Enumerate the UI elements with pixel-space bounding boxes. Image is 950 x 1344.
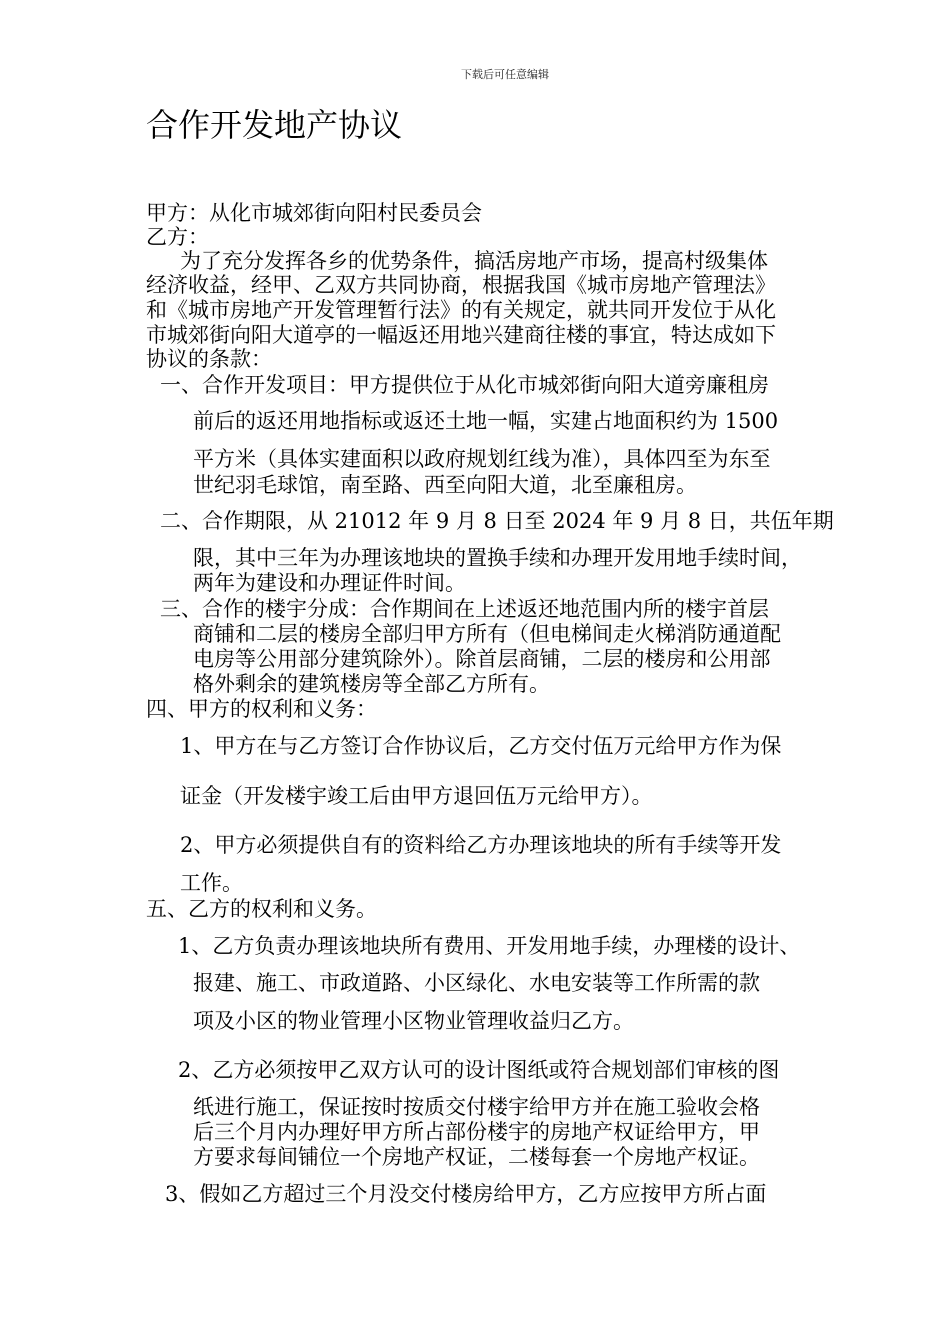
section-body-line: 商铺和二层的楼房全部归甲方所有（但电梯间走火梯消防通道配	[193, 622, 781, 646]
section-body-line: 格外剩余的建筑楼房等全部乙方所有。	[193, 672, 550, 696]
section-heading: 三、合作的楼宇分成：合作期间在上述返还地范围内所的楼宇首层	[160, 597, 769, 621]
clause-line: 项及小区的物业管理小区物业管理收益归乙方。	[193, 1009, 634, 1033]
clause-line: 2、甲方必须提供自有的资料给乙方办理该地块的所有手续等开发	[180, 833, 782, 857]
section-body-line: 世纪羽毛球馆，南至路、西至向阳大道，北至廉租房。	[193, 473, 697, 497]
party-b-line: 乙方：	[146, 225, 209, 249]
clause-line: 2、乙方必须按甲乙双方认可的设计图纸或符合规划部们审核的图	[178, 1058, 780, 1082]
paragraph-line: 经济收益，经甲、乙双方共同协商，根据我国《城市房地产管理法》	[146, 273, 776, 297]
clause-line: 报建、施工、市政道路、小区绿化、水电安装等工作所需的款	[193, 971, 760, 995]
clause-line: 1、甲方在与乙方签订合作协议后，乙方交付伍万元给甲方作为保	[180, 734, 782, 758]
section-body-line: 限，其中三年为办理该地块的置换手续和办理开发用地手续时间，	[193, 546, 802, 570]
section-heading: 四、甲方的权利和义务：	[146, 697, 377, 721]
section-body-line: 平方米（具体实建面积以政府规划红线为准），具体四至为东至	[193, 447, 771, 471]
clause-line: 1、乙方负责办理该地块所有费用、开发用地手续，办理楼的设计、	[178, 934, 801, 958]
paragraph-line: 市城郊街向阳大道亭的一幅返还用地兴建商往楼的事宜，特达成如下	[146, 323, 776, 347]
section-body-line: 电房等公用部分建筑除外）。除首层商铺，二层的楼房和公用部	[193, 647, 771, 671]
clause-line: 工作。	[180, 871, 243, 895]
section-heading: 五、乙方的权利和义务。	[146, 897, 377, 921]
section-body-line: 两年为建设和办理证件时间。	[193, 571, 466, 595]
header-note: 下载后可任意编辑	[461, 68, 549, 81]
section-body-line: 前后的返还用地指标或返还土地一幅，实建占地面积约为 1500	[193, 409, 779, 433]
paragraph-line: 协议的条款：	[146, 347, 272, 371]
clause-line: 方要求每间铺位一个房地产权证，二楼每套一个房地产权证。	[193, 1145, 760, 1169]
paragraph-line: 为了充分发挥各乡的优势条件，搞活房地产市场，提高村级集体	[180, 249, 768, 273]
clause-line: 3、假如乙方超过三个月没交付楼房给甲方，乙方应按甲方所占面	[165, 1182, 767, 1206]
clause-line: 证金（开发楼宇竣工后由甲方退回伍万元给甲方）。	[180, 784, 653, 808]
paragraph-line: 和《城市房地产开发管理暂行法》的有关规定，就共同开发位于从化	[146, 298, 776, 322]
clause-line: 后三个月内办理好甲方所占部份楼宇的房地产权证给甲方，甲	[193, 1120, 760, 1144]
section-heading: 二、合作期限，从 21012 年 9 月 8 日至 2024 年 9 月 8 日，共伍年期	[160, 509, 834, 533]
clause-line: 纸进行施工，保证按时按质交付楼宇给甲方并在施工验收会格	[193, 1095, 760, 1119]
section-heading: 一、合作开发项目：甲方提供位于从化市城郊街向阳大道旁廉租房	[160, 373, 769, 397]
party-a-line: 甲方：从化市城郊街向阳村民委员会	[146, 201, 482, 225]
document-title: 合作开发地产协议	[146, 106, 403, 144]
